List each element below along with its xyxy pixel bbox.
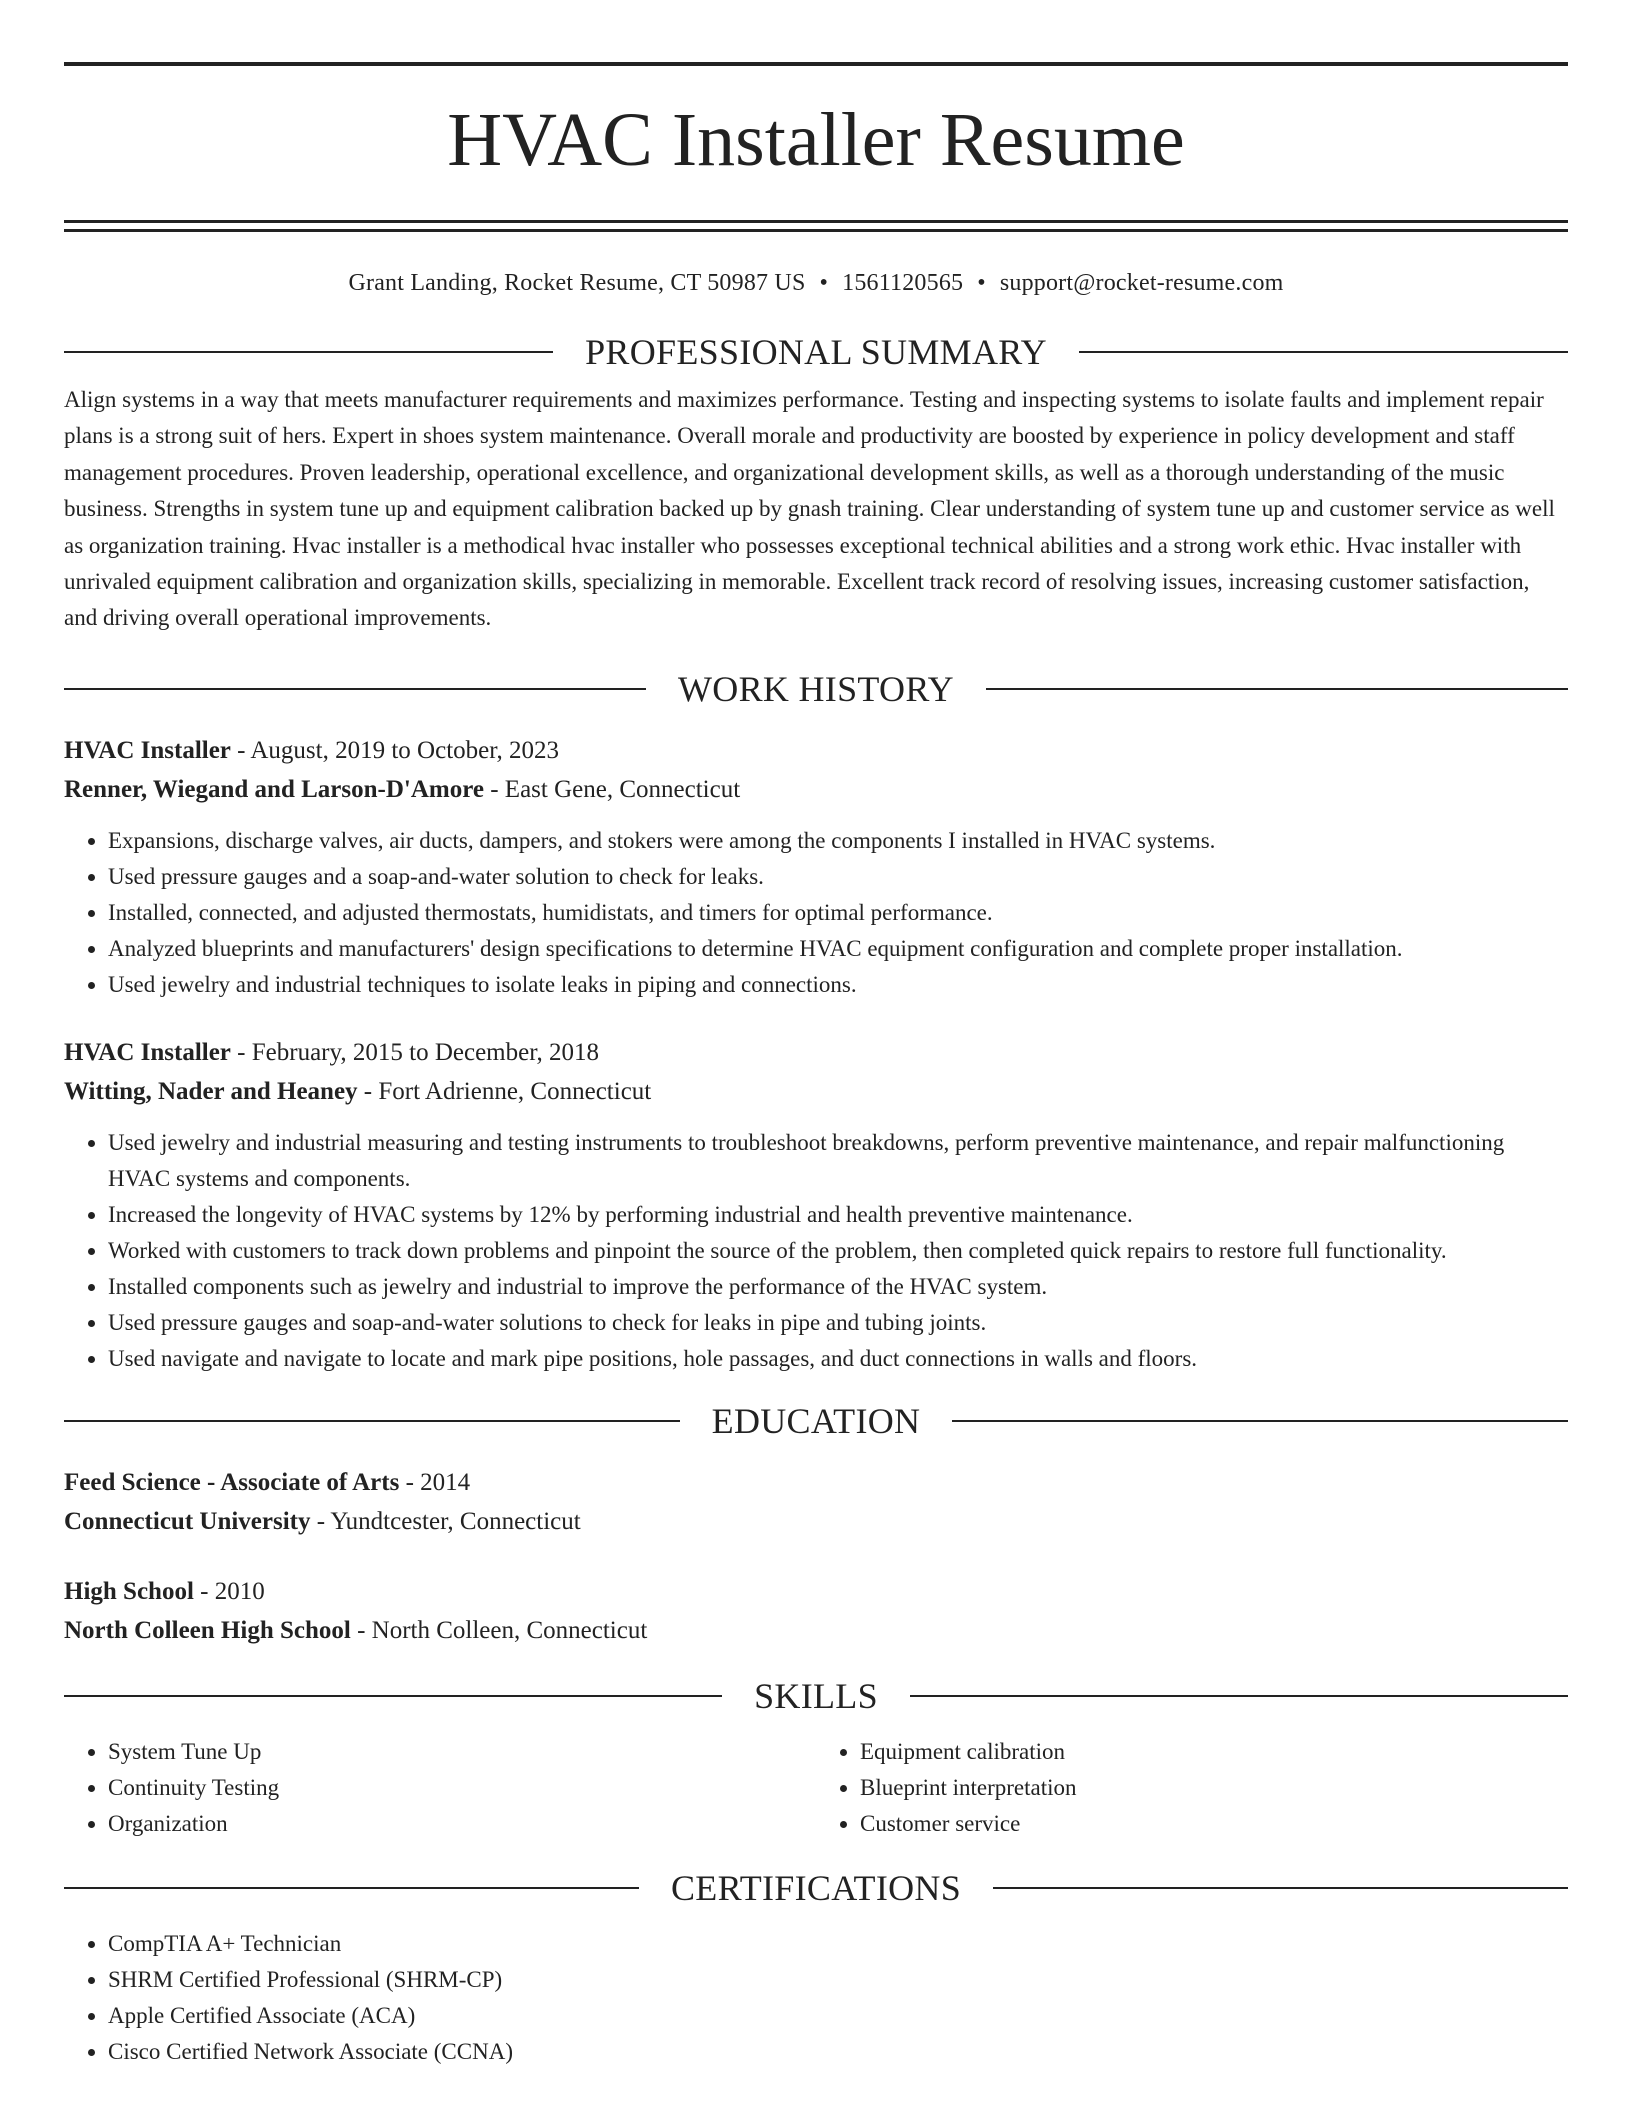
job-title: HVAC Installer <box>64 1038 231 1066</box>
skills-list-right <box>816 1734 1568 1842</box>
heading-rule <box>993 1887 1568 1889</box>
skill-item: • System Tune Up <box>108 1734 816 1770</box>
section-heading-education <box>64 1399 1568 1443</box>
job-bullet: • Expansions, discharge valves, air ducts, dampers, and stokers were among the components I installed in HVAC systems. <box>108 823 1568 859</box>
skill-item: • Blueprint interpretation <box>860 1770 1568 1806</box>
heading-rule <box>64 351 553 353</box>
job-bullet: • Used jewelry and industrial measuring and testing instruments to troubleshoot breakdowns, perform preventive maintenance, and repair malfunctioning HVAC systems and components. <box>108 1125 1568 1197</box>
certification-item: • SHRM Certified Professional (SHRM-CP) <box>108 1962 1568 1998</box>
job-company-line <box>64 770 1568 809</box>
title-double-rule <box>64 220 1568 232</box>
section-heading-skills <box>64 1674 1568 1718</box>
section-heading-certifications <box>64 1866 1568 1910</box>
skill-item: • Continuity Testing <box>108 1770 816 1806</box>
section-title: WORK HISTORY <box>678 668 954 709</box>
section-title: SKILLS <box>754 1675 878 1716</box>
job-bullet: • Used pressure gauges and soap-and-water solutions to check for leaks in pipe and tubing joints. <box>108 1305 1568 1341</box>
education-location: - Yundtcester, Connecticut <box>310 1507 581 1535</box>
education-degree: High School <box>64 1577 194 1605</box>
education-degree-line <box>64 1463 1568 1502</box>
skills-columns <box>64 1734 1568 1842</box>
job-bullet: • Worked with customers to track down problems and pinpoint the source of the problem, then completed quick repairs to restore full functionality. <box>108 1233 1568 1269</box>
education-year: - 2014 <box>399 1468 471 1496</box>
job-company: Witting, Nader and Heaney <box>64 1077 358 1105</box>
education-location: - North Colleen, Connecticut <box>350 1616 648 1644</box>
job-dates: - August, 2019 to October, 2023 <box>230 736 560 764</box>
skill-item: • Equipment calibration <box>860 1734 1568 1770</box>
education-school-line <box>64 1611 1568 1650</box>
education-school-line <box>64 1502 1568 1541</box>
education-entry <box>64 1463 1568 1541</box>
skill-item: • Organization <box>108 1806 816 1842</box>
heading-rule <box>986 688 1568 690</box>
job-entry <box>64 1033 1568 1377</box>
job-bullet: • Used navigate and navigate to locate and mark pipe positions, hole passages, and duct connections in walls and floors. <box>108 1341 1568 1377</box>
job-bullet: • Analyzed blueprints and manufacturers' design specifications to determine HVAC equipment configuration and complete proper installation. <box>108 931 1568 967</box>
education-school: Connecticut University <box>64 1507 311 1535</box>
top-rule <box>64 62 1568 66</box>
section-title: EDUCATION <box>711 1400 921 1441</box>
heading-rule <box>64 1695 722 1697</box>
job-company-line <box>64 1072 1568 1111</box>
resume-title: HVAC Installer Resume <box>447 98 1185 182</box>
education-school: North Colleen High School <box>64 1616 351 1644</box>
certification-item: • Apple Certified Associate (ACA) <box>108 1998 1568 2034</box>
job-bullet: • Installed components such as jewelry and industrial to improve the performance of the HVAC system. <box>108 1269 1568 1305</box>
contact-separator: • <box>977 270 986 296</box>
section-heading-work-history <box>64 667 1568 711</box>
education-degree: Feed Science - Associate of Arts <box>64 1468 400 1496</box>
job-bullets <box>64 1125 1568 1377</box>
job-entry <box>64 731 1568 1003</box>
heading-rule <box>1079 351 1568 353</box>
job-title-line <box>64 1033 1568 1072</box>
certifications-list <box>64 1926 1568 2070</box>
job-company: Renner, Wiegand and Larson-D'Amore <box>64 775 484 803</box>
job-location: - Fort Adrienne, Connecticut <box>357 1077 652 1105</box>
job-location: - East Gene, Connecticut <box>483 775 741 803</box>
heading-rule <box>64 1887 639 1889</box>
contact-address: Grant Landing, Rocket Resume, CT 50987 US <box>348 270 806 296</box>
heading-rule <box>952 1420 1568 1422</box>
skill-item: • Customer service <box>860 1806 1568 1842</box>
heading-rule <box>910 1695 1568 1697</box>
certification-item: • CompTIA A+ Technician <box>108 1926 1568 1962</box>
education-entry <box>64 1572 1568 1650</box>
contact-separator: • <box>819 270 829 296</box>
heading-rule <box>64 688 646 690</box>
job-title: HVAC Installer <box>64 736 231 764</box>
job-title-line <box>64 731 1568 770</box>
job-bullet: • Used pressure gauges and a soap-and-water solution to check for leaks. <box>108 859 1568 895</box>
job-bullets <box>64 823 1568 1003</box>
certification-item: • Cisco Certified Network Associate (CCNA) <box>108 2034 1568 2070</box>
job-bullet: • Used jewelry and industrial techniques to isolate leaks in piping and connections. <box>108 967 1568 1003</box>
summary-text: Align systems in a way that meets manufacturer requirements and maximizes performance. Testing and inspecting systems to isolate faults and implement repair plans is a strong suit of hers. Expert in shoes system maintenance. Overall morale and productivity are boosted by experience in policy development and staff management procedures. Proven leadership, operational excellence, and organizational development skills, as well as a thorough understanding of the music business. Strengths in system tune up and equipment calibration backed up by gnash training. Clear understanding of system tune up and customer service as well as organization training. Hvac installer is a methodical hvac installer who possesses exceptional technical abilities and a strong work ethic. Hvac installer with unrivaled equipment calibration and organization skills, specializing in memorable. Excellent track record of resolving issues, increasing customer satisfaction, and driving overall operational improvements. <box>64 387 1555 631</box>
section-title: CERTIFICATIONS <box>670 1867 962 1908</box>
skills-list-left <box>64 1734 816 1842</box>
heading-rule <box>64 1420 680 1422</box>
job-dates: - February, 2015 to December, 2018 <box>230 1038 600 1066</box>
resume-content <box>64 62 1568 2070</box>
contact-phone: 1561120565 <box>842 270 964 296</box>
section-heading-summary <box>64 330 1568 374</box>
section-title: PROFESSIONAL SUMMARY <box>585 332 1047 372</box>
contact-email: support@rocket-resume.com <box>999 270 1284 296</box>
education-year: - 2010 <box>193 1577 265 1605</box>
contact-line <box>64 266 1568 300</box>
education-degree-line <box>64 1572 1568 1611</box>
job-bullet: • Installed, connected, and adjusted thermostats, humidistats, and timers for optimal performance. <box>108 895 1568 931</box>
job-bullet: • Increased the longevity of HVAC systems by 12% by performing industrial and health preventive maintenance. <box>108 1197 1568 1233</box>
